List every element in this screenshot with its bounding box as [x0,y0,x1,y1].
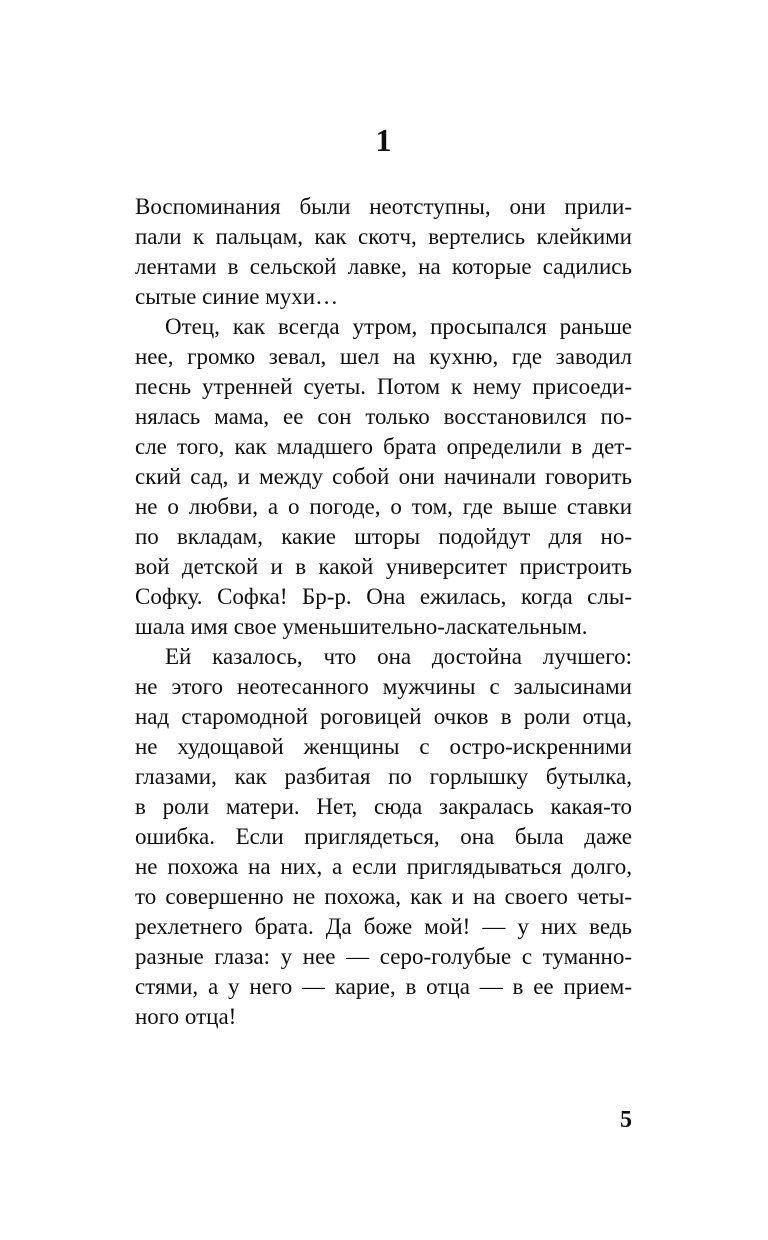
text-line: разные глаза: у нее — серо-голубые с туманно- [135,944,632,969]
text-line: ошибка. Если приглядеться, она была даже [135,824,632,849]
page-body [135,192,632,1032]
text-line: не о любви, а о погоде, о том, где выше ставки [135,494,632,519]
chapter-heading: 1 [375,122,392,158]
paragraph [135,312,632,642]
text-line: ного отца! [135,1004,237,1029]
text-line: вой детской и в какой университет пристроить [135,554,632,579]
text-line: стями, а у него — карие, в отца — в ее прием- [135,974,632,999]
text-line: пали к пальцам, как скотч, вертелись клейкими [135,224,632,249]
text-line: нее, громко зевал, шел на кухню, где заводил [135,344,632,369]
text-line: над старомодной роговицей очков в роли отца, [135,704,632,729]
text-line: Отец, как всегда утром, просыпался раньше [165,314,632,339]
text-line: глазами, как разбитая по горлышку бутылка, [135,764,632,789]
text-line: по вкладам, какие шторы подойдут для но- [135,524,632,549]
paragraph [135,642,632,1032]
text-line: сле того, как младшего брата определили в дет- [135,434,632,459]
text-line: нялась мама, ее сон только восстановился по- [135,404,632,429]
text-line: не худощавой женщины с остро-искренними [135,734,632,759]
page-number: 5 [620,1107,632,1133]
text-line: шала имя свое уменьшительно-ласкательным. [135,614,588,639]
text-line: не этого неотесанного мужчины с залысинами [135,674,632,699]
text-line: сытые синие мухи… [135,284,339,309]
text-line: в роли матери. Нет, сюда закралась какая-то [135,794,632,819]
text-line: песнь утренней суеты. Потом к нему присоеди- [135,374,632,399]
text-line: Ей казалось, что она достойна лучшего: [165,644,632,669]
text-line: лентами в сельской лавке, на которые садились [135,254,632,279]
text-line: ский сад, и между собой они начинали говорить [135,464,632,489]
text-line: не похожа на них, а если приглядываться долго, [135,854,632,879]
text-line: рехлетнего брата. Да боже мой! — у них ведь [135,914,632,939]
text-line: то совершенно не похожа, как и на своего четы- [135,884,632,909]
text-line: Воспоминания были неотступны, они прили- [135,194,632,219]
paragraph [135,192,632,312]
text-line: Софку. Софка! Бр-р. Она ежилась, когда слы- [135,584,632,609]
